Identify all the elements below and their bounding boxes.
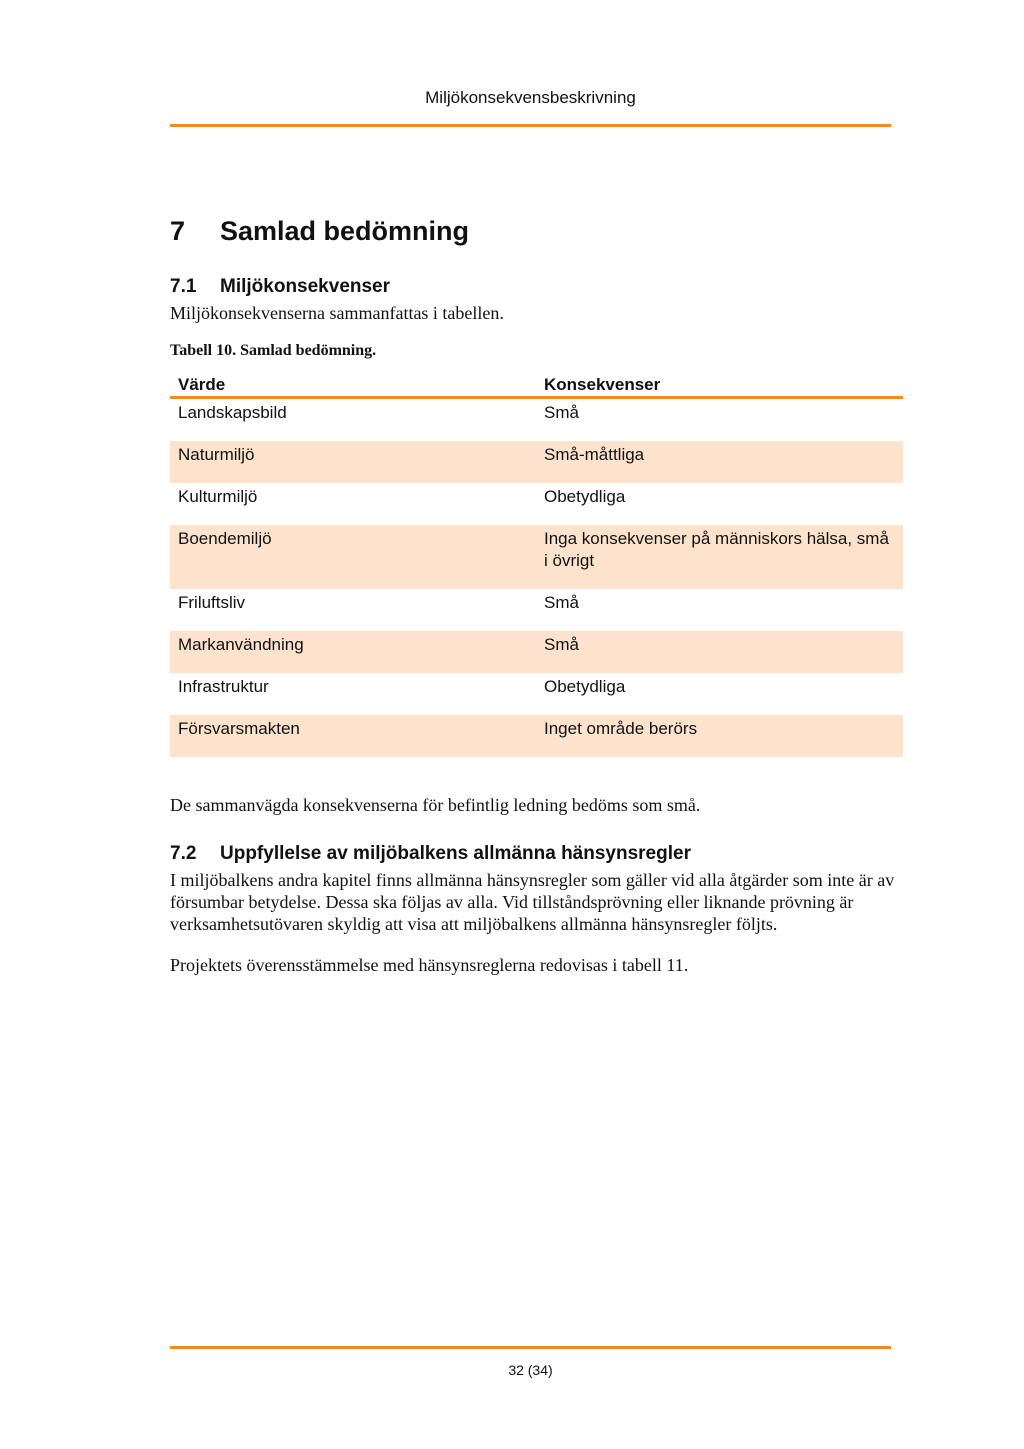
page-number: 32 (34): [508, 1362, 553, 1378]
subsection-number: 7.1: [170, 276, 197, 297]
table-row: [170, 525, 903, 589]
subsection-title: Miljökonsekvenser: [220, 276, 391, 297]
section-7-heading: [170, 216, 469, 247]
table-row: [170, 715, 903, 757]
subsection-number: 7.2: [170, 843, 197, 864]
cell-consequence: Obetydliga: [544, 677, 626, 696]
cell-consequence: Små: [536, 631, 903, 673]
cell-value: Markanvändning: [170, 631, 536, 673]
table-row: [170, 673, 903, 715]
cell-value: Kulturmiljö: [178, 487, 258, 506]
assessment-table: [170, 372, 903, 757]
cell-value: Landskapsbild: [178, 403, 287, 422]
section-7-2-paragraph-1: I miljöbalkens andra kapitel finns allmänna hänsynsregler som gäller vid alla åtgärder som inte är av försumbar betydelse. Dessa ska följas av alla. Vid tillståndsprövning eller liknande prövning är verksamhetsutövaren skyldig att visa att miljöbalkens allmänna hänsynsregler följts.: [170, 870, 895, 934]
cell-consequence: Inget område berörs: [536, 715, 903, 757]
section-7-1-heading: [170, 276, 390, 298]
subsection-title: Uppfyllelse av miljöbalkens allmänna hänsynsregler: [220, 843, 691, 864]
table-row: [170, 631, 903, 673]
section-7-2-heading: [170, 843, 691, 865]
table-row: [170, 589, 903, 631]
cell-consequence: Obetydliga: [544, 487, 626, 506]
cell-consequence: Små: [544, 403, 579, 422]
column-header-konsekvenser: Konsekvenser: [536, 372, 903, 398]
summary-paragraph: De sammanvägda konsekvenserna för befintlig ledning bedöms som små.: [170, 795, 701, 815]
table-row: [170, 483, 903, 525]
section-number: 7: [170, 216, 186, 246]
column-header-varde: Värde: [170, 372, 536, 398]
table-row: [170, 441, 903, 483]
footer-divider: [170, 1346, 891, 1349]
cell-value: Friluftsliv: [178, 593, 246, 612]
cell-value: Försvarsmakten: [170, 715, 536, 757]
document-header-title: Miljökonsekvensbeskrivning: [425, 88, 636, 107]
table-row: [170, 398, 903, 442]
section-7-1-intro: Miljökonsekvenserna sammanfattas i tabellen.: [170, 303, 504, 323]
header-divider: [170, 124, 891, 127]
cell-consequence: Inga konsekvenser på människors hälsa, små i övrigt: [536, 525, 903, 589]
section-7-2-paragraph-2: Projektets överensstämmelse med hänsynsreglerna redovisas i tabell 11.: [170, 955, 689, 975]
section-title: Samlad bedömning: [220, 216, 470, 246]
cell-consequence: Små: [544, 593, 579, 612]
table-caption: Tabell 10. Samlad bedömning.: [170, 342, 377, 359]
cell-consequence: Små-måttliga: [536, 441, 903, 483]
cell-value: Boendemiljö: [170, 525, 536, 589]
cell-value: Infrastruktur: [178, 677, 269, 696]
table-header-row: [170, 372, 903, 398]
cell-value: Naturmiljö: [170, 441, 536, 483]
